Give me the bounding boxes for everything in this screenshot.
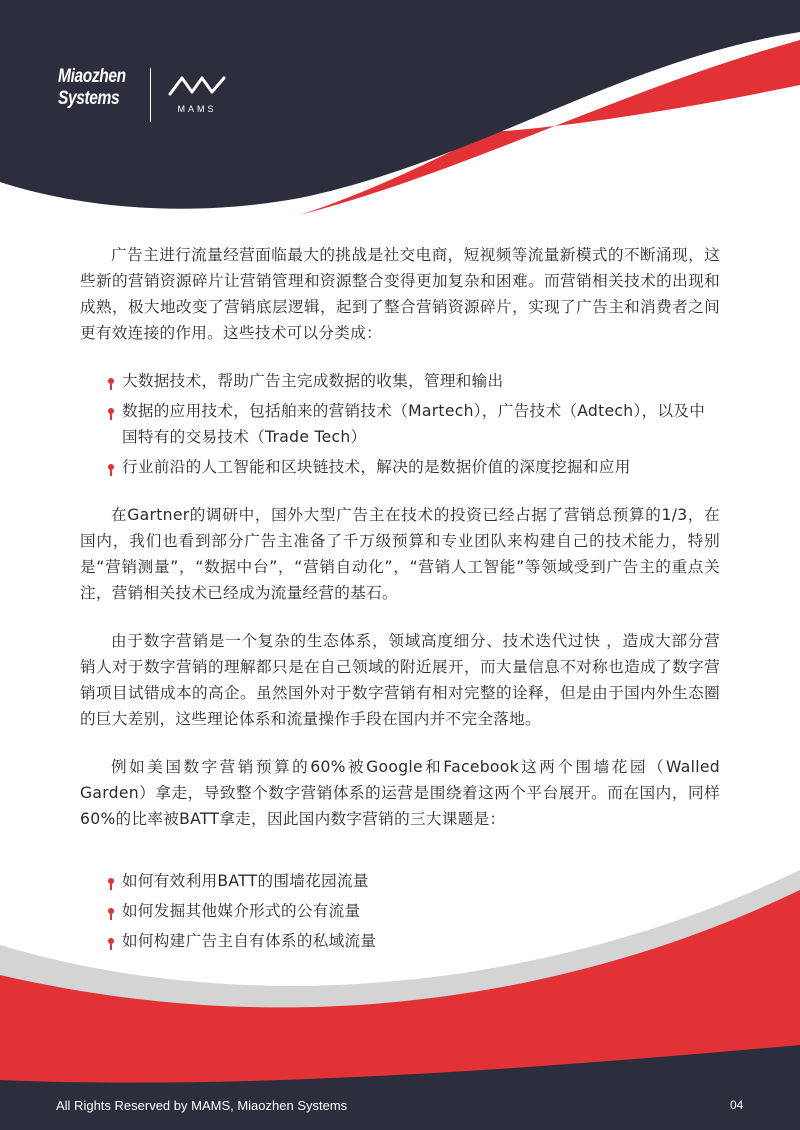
footer-copyright: All Rights Reserved by MAMS, Miaozhen Systems <box>56 1098 348 1113</box>
paragraph-4: 例如美国数字营销预算的60%被Google和Facebook这两个围墙花园（Walled Garden）拿走，导致整个数字营销体系的运营是围绕着这两个平台展开。而在国内，同样60%的比率被BATT拿走，因此国内数字营销的三大课题是： <box>80 758 720 828</box>
list-item <box>80 368 720 394</box>
main-content <box>80 242 720 976</box>
list-item <box>80 928 720 954</box>
list-item <box>80 868 720 894</box>
list-item <box>80 898 720 924</box>
paragraph-3: 由于数字营销是一个复杂的生态体系，领域高度细分、技术迭代过快 ，造成大部分营销人对于数字营销的理解都只是在自己领域的附近展开，而大量信息不对称也造成了数字营销项目试错成本的高企。虽然国外对于数字营销有相对完整的诠释，但是由于国内外生态圈的巨大差别，这些理论体系和流量操作手段在国内并不完全落地。 <box>80 632 720 728</box>
miaozhen-logo <box>58 66 124 110</box>
mams-logo <box>166 70 228 122</box>
list-item-text: 大数据技术，帮助广告主完成数据的收集，管理和输出 <box>122 372 504 390</box>
page-number: 04 <box>730 1098 744 1112</box>
bullet-icon <box>108 464 114 470</box>
miaozhen-logo-line1: Miaozhen <box>58 66 126 87</box>
mams-logo-text: MAMS <box>177 104 217 114</box>
bullet-icon <box>108 938 114 944</box>
list-item-text: 数据的应用技术，包括舶来的营销技术（Martech），广告技术（Adtech），以及中国特有的交易技术（Trade Tech） <box>122 402 706 446</box>
paragraph-2: 在Gartner的调研中，国外大型广告主在技术的投资已经占据了营销总预算的1/3，在国内，我们也看到部分广告主准备了千万级预算和专业团队来构建自己的技术能力，特别是“营销测量”，“数据中台”，“营销自动化”，“营销人工智能”等领域受到广告主的重点关注，营销相关技术已经成为流量经营的基石。 <box>80 506 720 602</box>
list-item-text: 如何有效利用BATT的围墙花园流量 <box>122 872 369 890</box>
digital-marketing-topics-list <box>80 868 720 954</box>
mams-logo-icon <box>166 70 228 100</box>
paragraph-1: 广告主进行流量经营面临最大的挑战是社交电商，短视频等流量新模式的不断涌现，这些新的营销资源碎片让营销管理和资源整合变得更加复杂和困难。而营销相关技术的出现和成熟，极大地改变了营销底层逻辑，起到了整合营销资源碎片，实现了广告主和消费者之间更有效连接的作用。这些技术可以分类成： <box>80 246 720 342</box>
logo-divider <box>150 68 151 122</box>
bullet-icon <box>108 908 114 914</box>
miaozhen-logo-line2: Systems <box>58 88 120 109</box>
bullet-icon <box>108 378 114 384</box>
list-item <box>80 398 720 450</box>
list-item <box>80 454 720 480</box>
list-item-text: 如何发掘其他媒介形式的公有流量 <box>122 902 361 920</box>
list-item-text: 如何构建广告主自有体系的私域流量 <box>122 932 377 950</box>
bullet-icon <box>108 878 114 884</box>
list-item-text: 行业前沿的人工智能和区块链技术，解决的是数据价值的深度挖掘和应用 <box>122 458 631 476</box>
tech-category-list <box>80 368 720 480</box>
bullet-icon <box>108 408 114 414</box>
